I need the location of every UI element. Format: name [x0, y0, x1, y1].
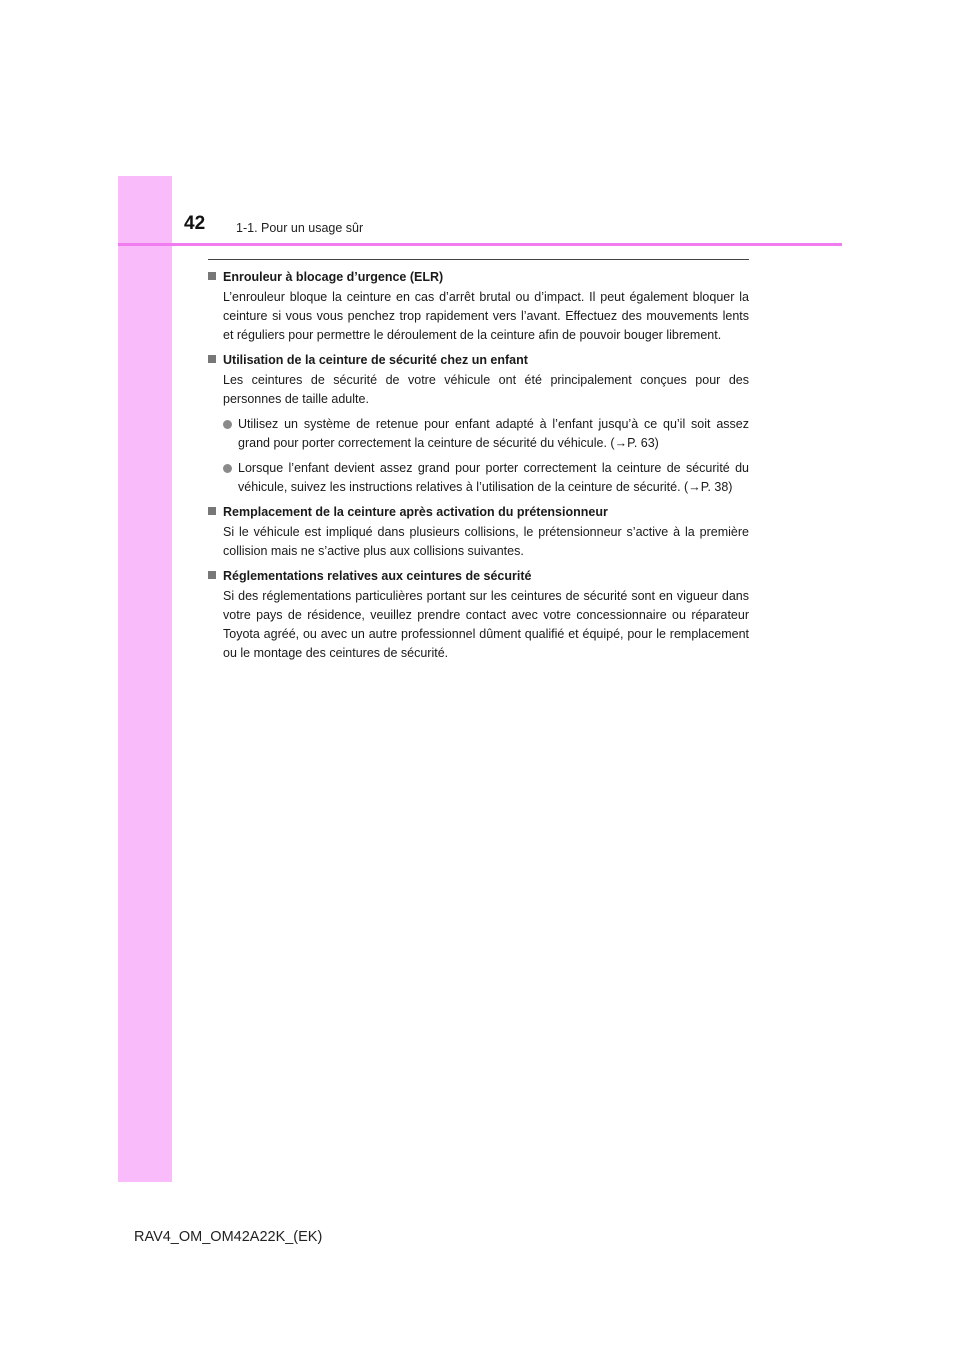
- item-body: L’enrouleur bloque la ceinture en cas d’arrêt brutal ou d’impact. Il peut également bloquer la ceinture si vous vous penchez trop rapidement vers l’avant. Effectuez des mouvements lents et réguliers pour permettre le déroulement de la ceinture afin de pouvoir bouger librement.: [223, 290, 749, 342]
- item-body: Si des réglementations particulières portant sur les ceintures de sécurité sont en vigueur dans votre pays de résidence, veuillez prendre contact avec votre concessionnaire ou réparateur Toyota agréé, ou avec un autre professionnel dûment qualifié et équipé, pour le remplacement ou le montage des ceintures de sécurité.: [223, 589, 749, 660]
- square-bullet-icon: [208, 507, 216, 515]
- content-body: [208, 268, 749, 669]
- item-child-seatbelt: [208, 351, 749, 497]
- item-heading-text: Utilisation de la ceinture de sécurité chez un enfant: [223, 353, 528, 367]
- square-bullet-icon: [208, 571, 216, 579]
- section-title: 1-1. Pour un usage sûr: [236, 221, 364, 235]
- item-body: Les ceintures de sécurité de votre véhicule ont été principalement conçues pour des personnes de taille adulte.: [223, 373, 749, 406]
- item-heading-text: Réglementations relatives aux ceintures de sécurité: [223, 569, 532, 583]
- header-divider: [118, 243, 842, 246]
- bullet-text: Lorsque l’enfant devient assez grand pour porter correctement la ceinture de sécurité du véhicule, suivez les instructions relatives à l’utilisation de la ceinture de sécurité. (→P. 38): [238, 461, 749, 494]
- circle-bullet-icon: [223, 420, 232, 429]
- content-rule: [208, 259, 749, 260]
- item-heading-text: Enrouleur à blocage d’urgence (ELR): [223, 270, 444, 284]
- item-seatbelt-regulations: [208, 567, 749, 663]
- bullet-text: Utilisez un système de retenue pour enfant adapté à l’enfant jusqu’à ce qu’il soit assez grand pour porter correctement la ceinture de sécurité du véhicule. (→P. 63): [238, 417, 749, 450]
- square-bullet-icon: [208, 272, 216, 280]
- bullet-item: [223, 459, 749, 497]
- item-body: Si le véhicule est impliqué dans plusieurs collisions, le prétensionneur s’active à la première collision mais ne s’active plus aux collisions suivantes.: [223, 525, 749, 558]
- item-elr: [208, 268, 749, 345]
- circle-bullet-icon: [223, 464, 232, 473]
- side-tab-bar: [118, 176, 172, 1182]
- page-number: 42: [184, 213, 206, 234]
- square-bullet-icon: [208, 355, 216, 363]
- item-heading: [208, 503, 749, 522]
- item-heading: [208, 351, 749, 370]
- item-heading-text: Remplacement de la ceinture après activation du prétensionneur: [223, 505, 608, 519]
- item-pretensioner-replacement: [208, 503, 749, 561]
- bullet-item: [223, 415, 749, 453]
- document-code: RAV4_OM_OM42A22K_(EK): [134, 1229, 323, 1245]
- item-heading: [208, 268, 749, 287]
- item-heading: [208, 567, 749, 586]
